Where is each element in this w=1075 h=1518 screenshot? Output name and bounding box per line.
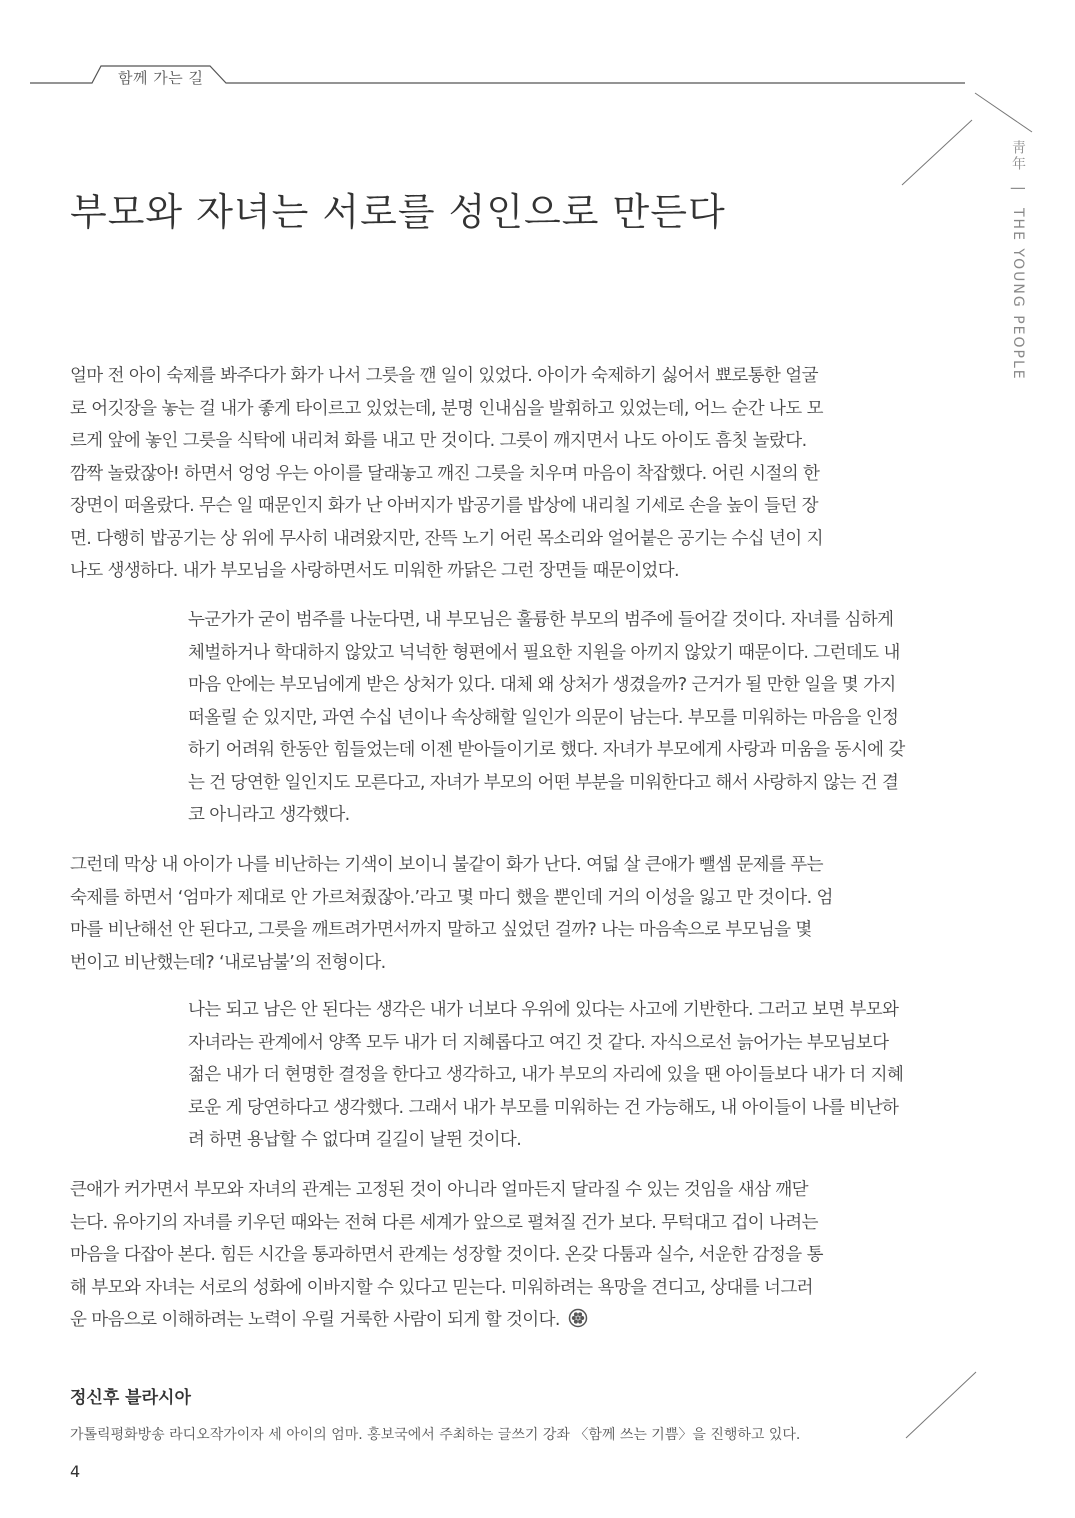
magazine-vertical-label	[1008, 140, 1028, 380]
text-line: 큰애가 커가면서 부모와 자녀의 관계는 고정된 것이 아니라 얼마든지 달라질 수 있는 것임을 새삼 깨닫	[70, 1180, 808, 1200]
quote-block-2	[188, 994, 968, 1157]
vertical-label-english: THE YOUNG PEOPLE	[1010, 207, 1026, 381]
page-number: 4	[70, 1462, 81, 1481]
author-description: 가톨릭평화방송 라디오작가이자 세 아이의 엄마. 홍보국에서 주최하는 글쓰기 강좌 〈함께 쓰는 기쁨〉을 진행하고 있다.	[70, 1427, 801, 1443]
text-line: 코 아니라고 생각했다.	[188, 805, 350, 825]
text-line: 운 마음으로 이해하려는 노력이 우릴 거룩한 사람이 되게 할 것이다.	[70, 1310, 560, 1330]
paragraph-2	[70, 849, 890, 979]
text-line: 마음을 다잡아 본다. 힘든 시간을 통과하면서 관계는 성장할 것이다. 온갖 다툼과 실수, 서운한 감정을 통	[70, 1245, 823, 1265]
text-line: 누군가가 굳이 범주를 나눈다면, 내 부모님은 훌륭한 부모의 범주에 들어갈 것이다. 자녀를 심하게	[188, 610, 894, 630]
text-line: 깜짝 놀랐잖아! 하면서 엉엉 우는 아이를 달래놓고 깨진 그릇을 치우며 마음이 착잡했다. 어린 시절의 한	[70, 463, 820, 484]
text-line: 로운 게 당연하다고 생각했다. 그래서 내가 부모를 미워하는 건 가능해도, 내 아이들이 나를 비난하	[188, 1097, 899, 1118]
article-title: 부모와 자녀는 서로를 성인으로 만든다	[70, 190, 726, 234]
text-line: 젊은 내가 더 현명한 결정을 한다고 생각하고, 내가 부모의 자리에 있을 땐 아이들보다 내가 더 지혜	[188, 1065, 904, 1085]
text-line: 나는 되고 남은 안 된다는 생각은 내가 너보다 우위에 있다는 사고에 기반한다. 그러고 보면 부모와	[188, 1000, 899, 1020]
text-line: 그런데 막상 내 아이가 나를 비난하는 기색이 보이니 불같이 화가 난다. 여덟 살 큰애가 뺄셈 문제를 푸는	[70, 855, 823, 875]
text-line: 나도 생생하다. 내가 부모님을 사랑하면서도 미워한 까닭은 그런 장면들 때문이었다.	[70, 561, 679, 581]
text-line: 면. 다행히 밥공기는 상 위에 무사히 내려왔지만, 잔뜩 노기 어린 목소리와 얼어붙은 공기는 수십 년이 지	[70, 528, 823, 549]
author-name: 정신후 블라시아	[70, 1388, 191, 1408]
paragraph-1	[70, 360, 890, 588]
text-line: 려 하면 용납할 수 없다며 길길이 날뛴 것이다.	[188, 1130, 522, 1150]
text-line: 해 부모와 자녀는 서로의 성화에 이바지할 수 있다고 믿는다. 미워하려는 욕망을 견디고, 상대를 너그러	[70, 1277, 813, 1298]
section-tag: 함께 가는 길	[118, 69, 204, 87]
text-line: 로 어깃장을 놓는 걸 내가 좋게 타이르고 있었는데, 분명 인내심을 발휘하고 있었는데, 어느 순간 나도 모	[70, 398, 823, 419]
text-line: 마음 안에는 부모님에게 받은 상처가 있다. 대체 왜 상처가 생겼을까? 근거가 될 만한 일을 몇 가지	[188, 675, 896, 695]
text-line: 르게 앞에 놓인 그릇을 식탁에 내리쳐 화를 내고 만 것이다. 그릇이 깨지면서 나도 아이도 흠칫 놀랐다.	[70, 431, 807, 451]
text-line: 자녀라는 관계에서 양쪽 모두 내가 더 지혜롭다고 여긴 것 같다. 자식으로선 늙어가는 부모님보다	[188, 1032, 889, 1053]
text-line: 얼마 전 아이 숙제를 봐주다가 화가 나서 그릇을 깬 일이 있었다. 아이가 숙제하기 싫어서 뾰로통한 얼굴	[70, 366, 818, 386]
vertical-label-divider: |	[1010, 186, 1026, 194]
text-line: 마를 비난해선 안 된다고, 그릇을 깨트려가면서까지 말하고 싶었던 걸까? 나는 마음속으로 부모님을 몇	[70, 920, 812, 940]
flower-end-mark-icon	[568, 1308, 588, 1328]
vertical-label-cjk: 靑年	[1010, 140, 1026, 172]
quote-block-1	[188, 604, 968, 832]
text-line	[70, 1304, 890, 1337]
diagonal-decor-line-bottom	[906, 1372, 976, 1438]
text-line: 체벌하거나 학대하지 않았고 넉넉한 형편에서 필요한 지원을 아끼지 않았기 때문이다. 그런데도 내	[188, 642, 900, 663]
text-line: 는다. 유아기의 자녀를 키우던 때와는 전혀 다른 세계가 앞으로 펼쳐질 건가 보다. 무턱대고 겁이 나려는	[70, 1212, 818, 1233]
text-line: 하기 어려워 한동안 힘들었는데 이젠 받아들이기로 했다. 자녀가 부모에게 사랑과 미움을 동시에 갖	[188, 740, 905, 760]
paragraph-3	[70, 1174, 890, 1337]
text-line: 는 건 당연한 일인지도 모른다고, 자녀가 부모의 어떤 부분을 미워한다고 해서 사랑하지 않는 건 결	[188, 772, 899, 793]
text-line: 번이고 비난했는데? ‘내로남불’의 전형이다.	[70, 952, 386, 973]
text-line: 숙제를 하면서 ‘엄마가 제대로 안 가르쳐줬잖아.’라고 몇 마디 했을 뿐인데 거의 이성을 잃고 만 것이다. 엄	[70, 887, 833, 908]
diagonal-decor-line-top	[902, 120, 972, 185]
text-line: 장면이 떠올랐다. 무슨 일 때문인지 화가 난 아버지가 밥공기를 밥상에 내리칠 기세로 손을 높이 들던 장	[70, 496, 818, 516]
corner-decor-line	[975, 93, 1032, 132]
text-line: 떠올릴 순 있지만, 과연 수십 년이나 속상해할 일인가 의문이 남는다. 부모를 미워하는 마음을 인정	[188, 707, 899, 728]
